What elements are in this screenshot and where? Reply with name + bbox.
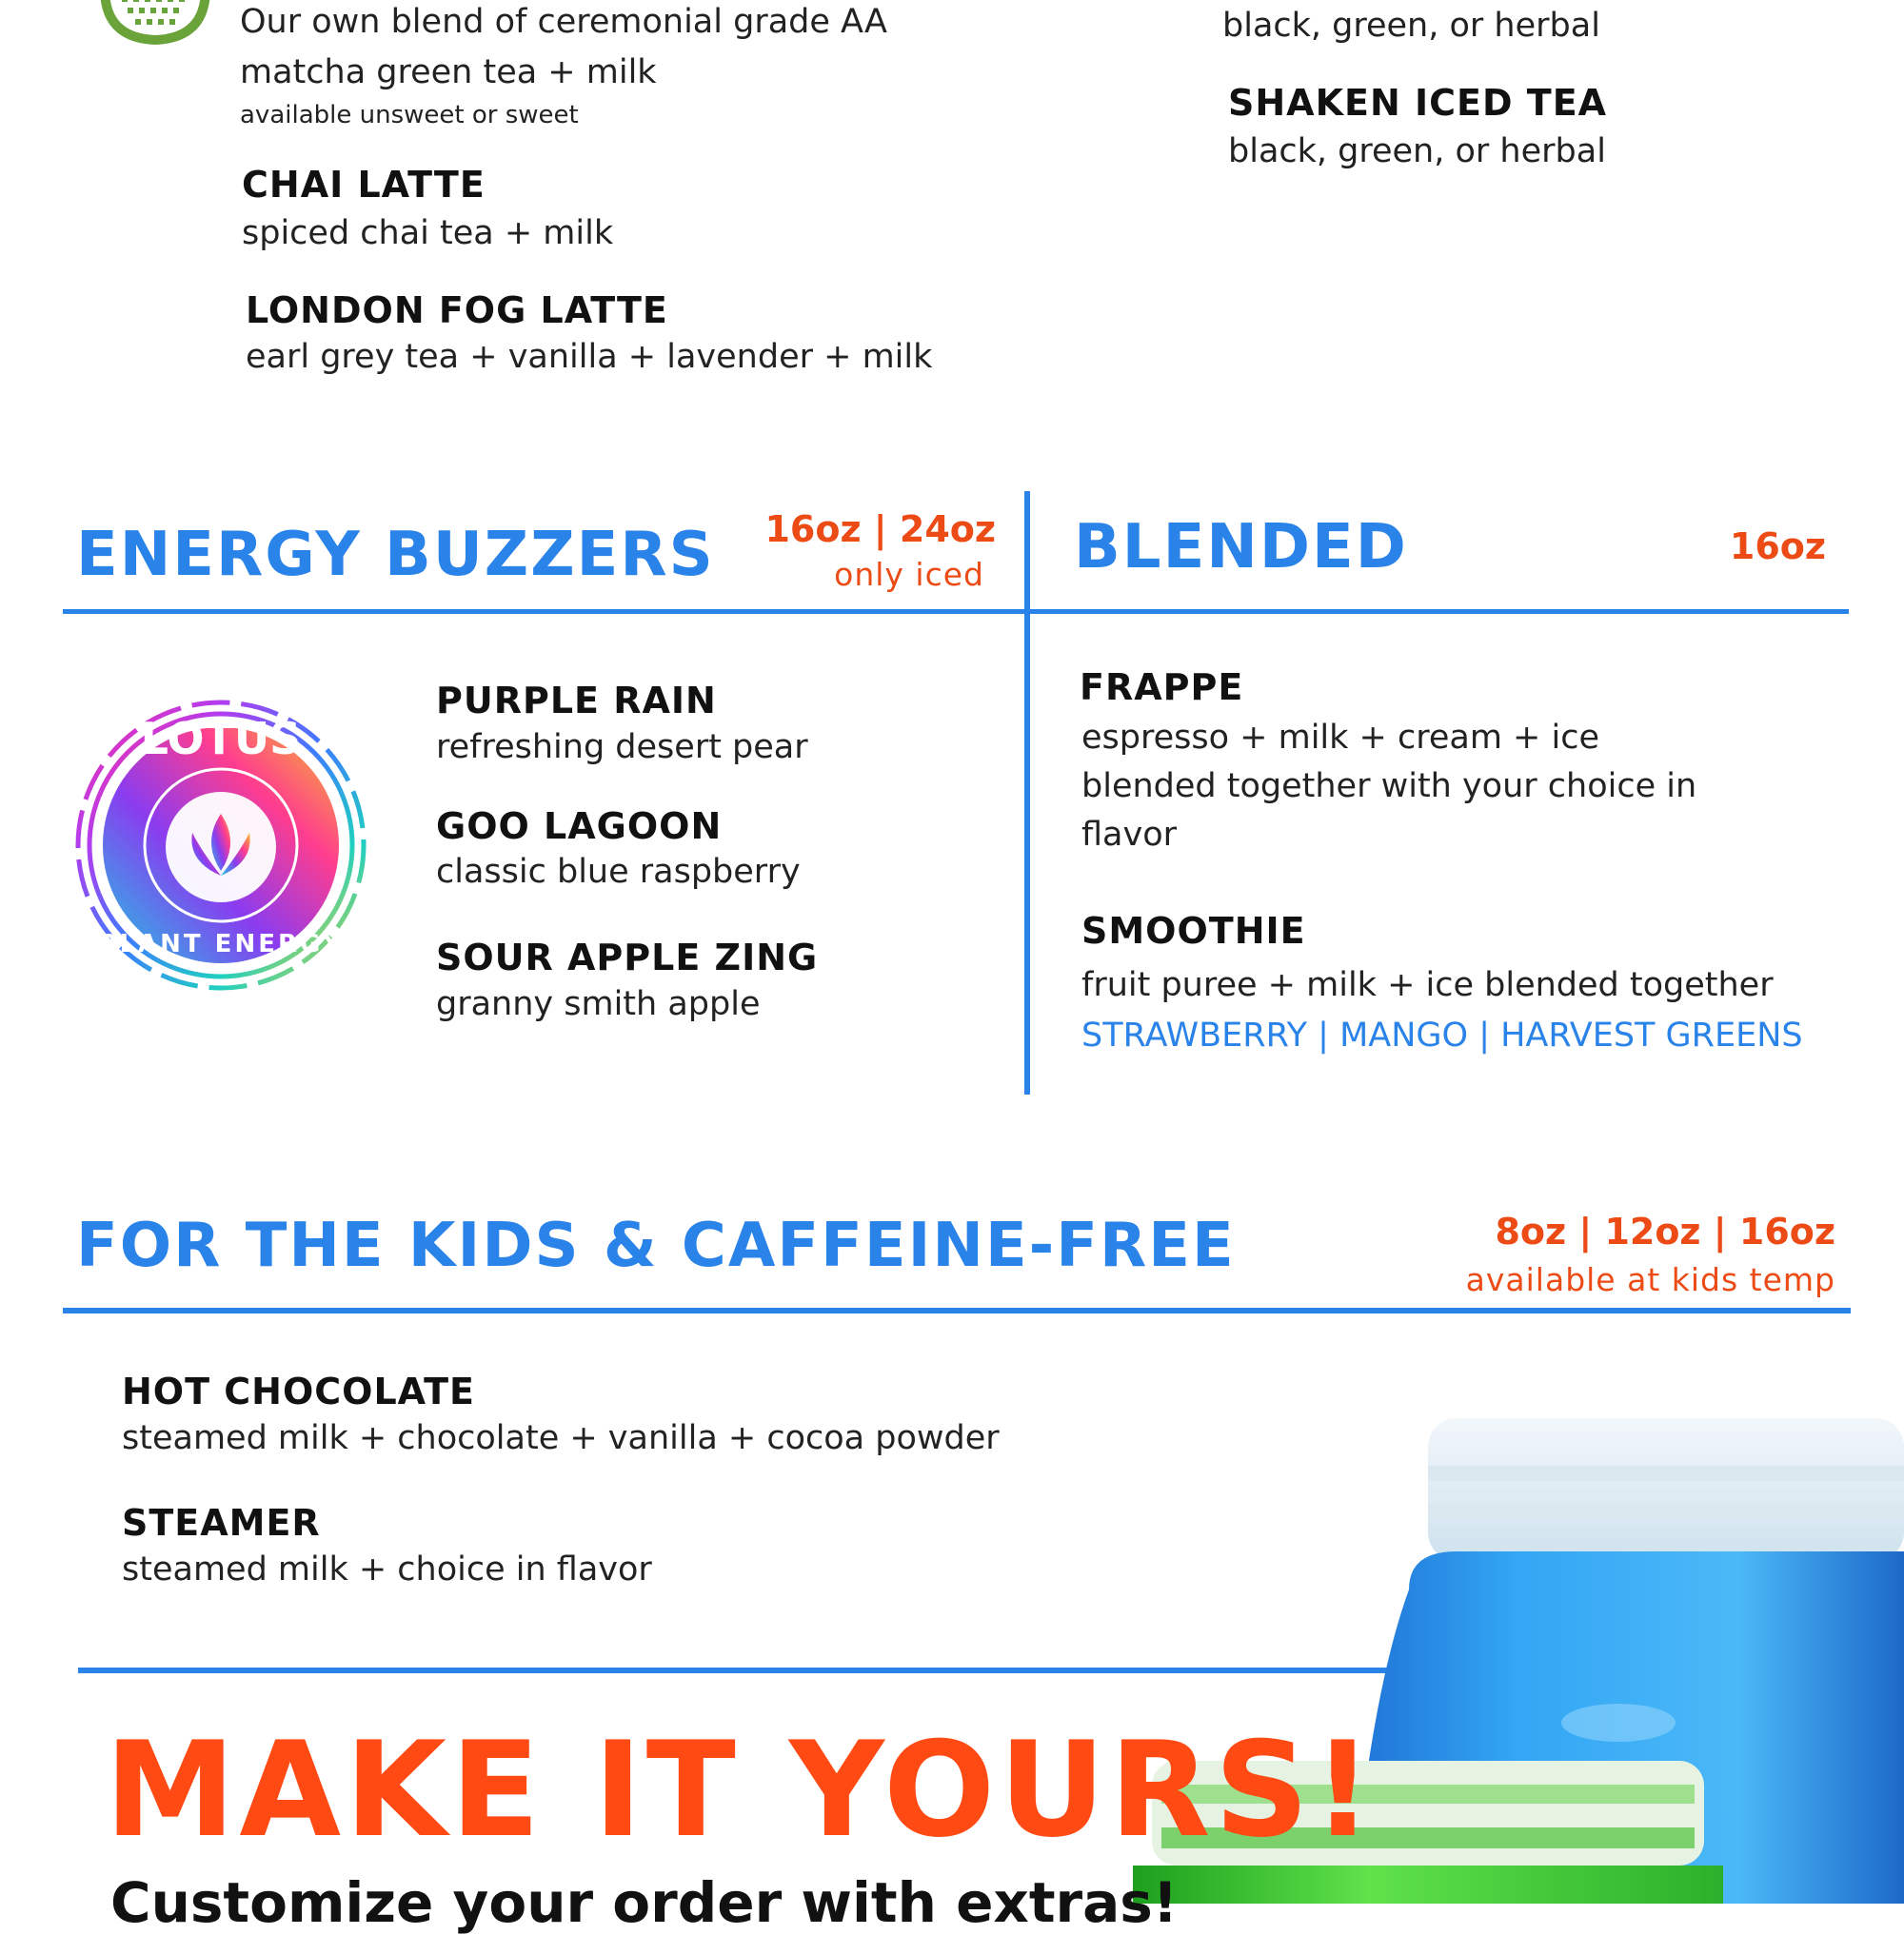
goo-lagoon-desc: classic blue raspberry — [436, 853, 801, 891]
lotus-brand-text: LOTUS — [140, 713, 302, 764]
energy-sizes-note: only iced — [834, 556, 984, 593]
smoothie-flavors: STRAWBERRY | MANGO | HARVEST GREENS — [1081, 1017, 1803, 1055]
blended-underline — [1030, 609, 1849, 614]
matcha-desc-line1: Our own blend of ceremonial grade AA — [240, 3, 887, 41]
kids-sizes-note: available at kids temp — [1465, 1261, 1835, 1298]
frappe-name: FRAPPE — [1080, 666, 1244, 708]
purple-rain-desc: refreshing desert pear — [436, 728, 808, 766]
kids-title: FOR THE KIDS & CAFFEINE-FREE — [76, 1211, 1236, 1281]
kids-sizes: 8oz | 12oz | 16oz — [1495, 1211, 1835, 1253]
blended-title: BLENDED — [1074, 512, 1408, 582]
energy-buzzers-title: ENERGY BUZZERS — [76, 520, 715, 590]
column-divider — [1024, 491, 1030, 1095]
blended-sizes: 16oz — [1729, 525, 1826, 567]
chai-latte-name: CHAI LATTE — [242, 164, 486, 206]
goo-lagoon-name: GOO LAGOON — [436, 805, 723, 847]
hot-chocolate-name: HOT CHOCOLATE — [122, 1371, 475, 1412]
make-it-yours-title: MAKE IT YOURS! — [105, 1713, 1377, 1866]
sour-apple-zing-name: SOUR APPLE ZING — [436, 937, 819, 978]
shaken-iced-tea-name: SHAKEN ICED TEA — [1228, 82, 1608, 124]
frappe-desc-line2: blended together with your choice in — [1081, 767, 1697, 805]
lotus-tagline-text: PLANT ENERGY — [98, 930, 344, 958]
steamer-name: STEAMER — [122, 1502, 321, 1544]
smoothie-name: SMOOTHIE — [1081, 910, 1306, 952]
energy-underline — [63, 609, 1024, 614]
hot-chocolate-desc: steamed milk + chocolate + vanilla + cocoa powder — [122, 1419, 1000, 1457]
steamer-desc: steamed milk + choice in flavor — [122, 1550, 652, 1589]
shaken-iced-tea-desc: black, green, or herbal — [1228, 132, 1606, 170]
make-it-yours-subtitle: Customize your order with extras! — [110, 1870, 1179, 1935]
london-fog-desc: earl grey tea + vanilla + lavender + milk — [246, 338, 933, 376]
purple-rain-name: PURPLE RAIN — [436, 680, 717, 721]
chai-latte-desc: spiced chai tea + milk — [242, 214, 614, 252]
frappe-desc-line1: espresso + milk + cream + ice — [1081, 719, 1600, 757]
smoothie-desc: fruit puree + milk + ice blended together — [1081, 966, 1774, 1004]
energy-sizes: 16oz | 24oz — [764, 508, 996, 550]
matcha-cup-icon — [93, 0, 217, 71]
matcha-desc-line2: matcha green tea + milk — [240, 53, 657, 91]
tea-right-top-desc: black, green, or herbal — [1222, 7, 1600, 45]
london-fog-name: LONDON FOG LATTE — [246, 289, 668, 331]
sour-apple-zing-desc: granny smith apple — [436, 985, 761, 1023]
frappe-desc-line3: flavor — [1081, 816, 1178, 854]
lotus-plant-energy-logo — [59, 676, 383, 1018]
matcha-note: available unsweet or sweet — [240, 101, 579, 129]
kids-underline — [63, 1308, 1851, 1313]
